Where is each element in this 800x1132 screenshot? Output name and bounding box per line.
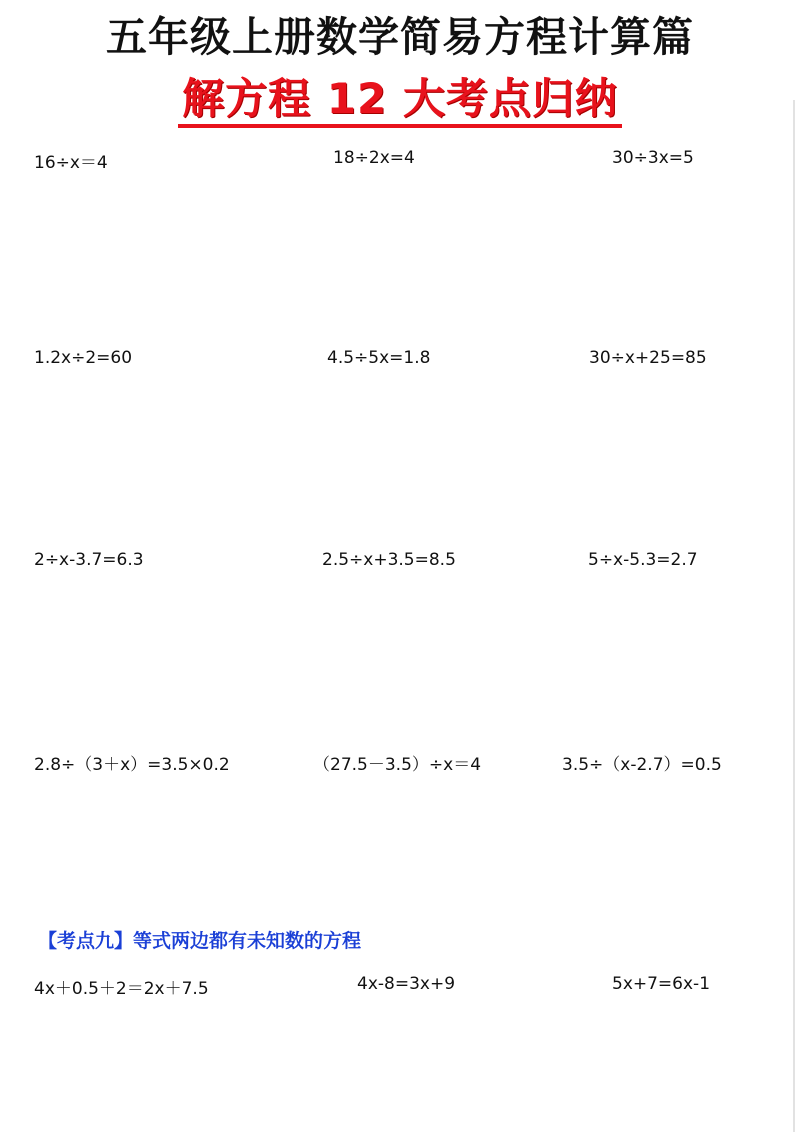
equation-r3-c2: 2.5÷x+3.5=8.5 <box>322 550 456 570</box>
equation-s9-c3: 5x+7=6x-1 <box>612 974 711 994</box>
equation-s9-c1: 4x＋0.5＋2＝2x＋7.5 <box>34 979 209 999</box>
equation-r4-c1: 2.8÷（3＋x）=3.5×0.2 <box>34 755 230 775</box>
equation-r1-c3: 30÷3x=5 <box>612 148 694 168</box>
equation-r2-c2: 4.5÷5x=1.8 <box>327 348 431 368</box>
equation-s9-c2: 4x-8=3x+9 <box>357 974 456 994</box>
page-edge-divider <box>793 100 795 1132</box>
page-title: 五年级上册数学简易方程计算篇 <box>106 13 694 61</box>
equation-r1-c1: 16÷x＝4 <box>34 153 108 173</box>
equation-r3-c1: 2÷x-3.7=6.3 <box>34 550 144 570</box>
equation-r3-c3: 5÷x-5.3=2.7 <box>588 550 698 570</box>
page-subtitle: 解方程 12 大考点归纳 <box>178 74 622 128</box>
equation-r4-c3: 3.5÷（x-2.7）=0.5 <box>562 755 722 775</box>
equation-r1-c2: 18÷2x=4 <box>333 148 415 168</box>
equation-r2-c1: 1.2x÷2=60 <box>34 348 133 368</box>
section-heading-topic-9: 【考点九】等式两边都有未知数的方程 <box>38 930 362 952</box>
equation-r4-c2: （27.5－3.5）÷x＝4 <box>313 755 482 775</box>
equation-r2-c3: 30÷x+25=85 <box>589 348 707 368</box>
subtitle-container <box>0 74 800 128</box>
